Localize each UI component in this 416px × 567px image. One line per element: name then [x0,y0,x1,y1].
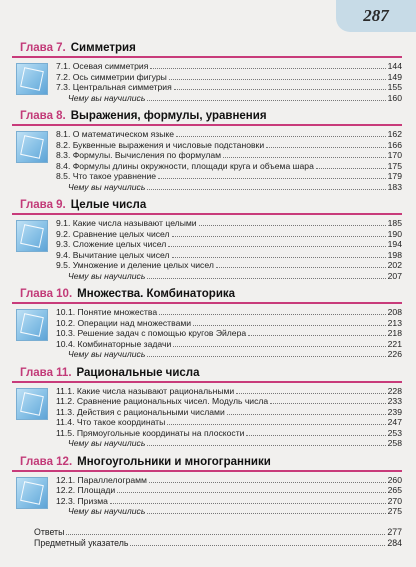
chapter-header [12,367,402,383]
dot-leader [246,435,385,436]
entry-title: 7.2. Ось симметрии фигуры [56,71,167,82]
entry-title: Чему вы научились [68,506,146,516]
entry-page-number: 155 [387,82,402,92]
entry-page-number: 226 [387,349,402,359]
chapter-summary-entry [56,271,402,282]
dot-leader [173,346,385,347]
chapter-summary-entry [56,506,402,517]
toc-entry [56,161,402,172]
entry-title: 10.1. Понятие множества [56,307,158,317]
chapter-illustration-icon [16,220,48,252]
entry-page-number: 253 [387,427,402,438]
toc-entry [56,150,402,161]
entry-title: 11.2. Сравнение рациональных чисел. Модуль числа [56,396,269,406]
entry-page-number: 144 [387,61,402,71]
entry-title: 9.5. Умножение и деление целых чисел [56,260,214,270]
chapter-body [12,61,402,103]
dot-leader [147,189,385,190]
entry-page-number: 179 [387,171,402,181]
dot-leader [168,246,385,247]
chapter-label: Глава 10. [20,288,73,300]
dot-leader [150,68,385,69]
entry-page-number: 208 [387,307,402,317]
chapter-title: Рациональные числа [76,366,200,379]
entry-page-number: 228 [387,385,402,396]
entry-page-number: 258 [387,438,402,448]
chapter-illustration-icon [16,63,48,95]
toc-entry [56,407,402,418]
toc-entry [56,140,402,151]
toc-entry [56,307,402,318]
chapter-list [12,42,402,517]
entry-page-number: 207 [387,270,402,281]
entry-page-number: 190 [387,228,402,239]
dot-leader [248,335,386,336]
page-number: 287 [363,6,389,25]
dot-leader [172,236,386,237]
dot-leader [193,325,386,326]
chapter-title: Выражения, формулы, уравнения [70,110,267,122]
chapter-summary-entry [56,349,402,360]
toc-entry [56,428,402,439]
dot-leader [147,100,385,101]
dot-leader [176,136,386,137]
entry-title: 12.3. Призма [56,495,108,506]
entry-page-number: 275 [387,506,402,516]
entry-title: Чему вы научились [68,270,146,281]
chapter-label: Глава 9. [20,199,66,211]
dot-leader [167,424,385,425]
chapter-body [12,386,402,449]
dot-leader [117,492,385,493]
entry-title: Ответы [34,526,65,537]
chapter-label: Глава 12. [20,455,73,468]
dot-leader [130,545,385,546]
dot-leader [147,513,385,514]
entry-page-number: 239 [387,406,402,417]
dot-leader [270,403,385,404]
dot-leader [147,356,385,357]
entry-title: 9.1. Какие числа называют целыми [56,218,197,228]
entry-title: 8.5. Что такое уравнение [56,171,157,181]
dot-leader [147,445,385,446]
entry-page-number: 166 [387,139,402,150]
entry-list [56,218,402,281]
entry-page-number: 277 [387,526,402,537]
entry-page-number: 202 [387,260,402,270]
chapter-header [12,456,402,472]
dot-leader [266,147,386,148]
toc-entry [56,417,402,428]
dot-leader [147,278,385,279]
entry-title: 8.2. Буквенные выражения и числовые подстановки [56,139,265,150]
entry-page-number: 247 [387,417,402,427]
dot-leader [316,168,386,169]
chapter-header [12,42,402,58]
dot-leader [169,79,386,80]
chapter-title: Симметрия [70,42,136,54]
entry-page-number: 198 [387,249,402,260]
entry-list [56,386,402,449]
chapter-body [12,307,402,360]
toc-entry [56,339,402,350]
entry-title: 12.1. Параллелограмм [56,474,147,485]
back-matter-entry [34,538,402,549]
entry-title: 8.3. Формулы. Вычисления по формулам [56,150,222,160]
chapter-section [12,456,402,517]
entry-title: 8.4. Формулы длины окружности, площади круга и объема шара [56,160,314,171]
chapter-title: Целые числа [70,199,147,211]
chapter-section [12,288,402,360]
dot-leader [227,414,386,415]
entry-title: Чему вы научились [68,349,146,359]
entry-title: 10.3. Решение задач с помощью кругов Эйлера [56,328,247,338]
dot-leader [172,257,386,258]
toc-entry [56,239,402,250]
toc-entry [56,171,402,182]
page-number-tab [336,0,416,32]
dot-leader [236,393,385,394]
toc-entry [56,129,402,140]
dot-leader [216,267,386,268]
back-matter [12,527,402,549]
entry-page-number: 284 [387,537,402,548]
entry-page-number: 218 [387,328,402,338]
entry-page-number: 233 [387,396,402,406]
entry-list [56,129,402,192]
toc-entry [56,260,402,271]
entry-title: 9.4. Вычитание целых чисел [56,249,170,260]
entry-page-number: 149 [387,71,402,82]
chapter-label: Глава 11. [20,366,72,379]
chapter-section [12,367,402,449]
entry-title: 9.2. Сравнение целых чисел [56,228,170,239]
chapter-summary-entry [56,182,402,193]
dot-leader [159,314,386,315]
chapter-illustration-icon [16,388,48,420]
chapter-header [12,199,402,215]
chapter-header [12,288,402,304]
chapter-illustration-icon [16,131,48,163]
entry-page-number: 221 [387,338,402,349]
entry-page-number: 170 [387,150,402,160]
toc-entry [56,250,402,261]
dot-leader [174,89,386,90]
toc-entry [56,386,402,397]
chapter-section [12,199,402,281]
entry-page-number: 260 [387,474,402,485]
entry-page-number: 194 [387,239,402,249]
entry-page-number: 213 [387,317,402,328]
entry-page-number: 185 [387,218,402,228]
toc-entry [56,328,402,339]
chapter-label: Глава 8. [20,110,66,122]
entry-title: Предметный указатель [34,537,129,548]
entry-page-number: 183 [387,181,402,192]
chapter-body [12,129,402,192]
entry-title: 11.1. Какие числа называют рациональными [56,385,235,396]
toc-entry [56,229,402,240]
entry-list [56,475,402,517]
entry-title: 10.2. Операции над множествами [56,317,192,328]
chapter-summary-entry [56,438,402,449]
toc-entry [56,318,402,329]
back-matter-entry [34,527,402,538]
toc-entry [56,218,402,229]
toc-entry [56,396,402,407]
dot-leader [199,225,386,226]
entry-page-number: 270 [387,495,402,506]
entry-page-number: 265 [387,485,402,495]
toc-entry [56,82,402,93]
toc-entry [56,61,402,72]
chapter-label: Глава 7. [20,42,66,54]
entry-title: 11.4. Что такое координаты [56,417,166,427]
toc-entry [56,485,402,496]
entry-title: 11.5. Прямоугольные координаты на плоскости [56,427,245,438]
entry-title: 7.3. Центральная симметрия [56,82,172,92]
dot-leader [66,534,385,535]
entry-title: 12.2. Площади [56,485,116,495]
chapter-header [12,110,402,126]
entry-title: 8.1. О математическом языке [56,129,175,139]
dot-leader [149,482,386,483]
chapter-body [12,475,402,517]
dot-leader [223,157,386,158]
entry-title: Чему вы научились [68,181,146,192]
entry-title: 9.3. Сложение целых чисел [56,239,167,249]
entry-title: 7.1. Осевая симметрия [56,61,149,71]
chapter-section [12,110,402,192]
dot-leader [110,503,386,504]
entry-title: Чему вы научились [68,438,146,448]
dot-leader [158,178,386,179]
toc-entry [56,475,402,486]
chapter-title: Множества. Комбинаторика [77,288,236,300]
entry-list [56,61,402,103]
entry-list [56,307,402,360]
table-of-contents [12,42,402,549]
entry-page-number: 160 [387,92,402,103]
chapter-body [12,218,402,281]
chapter-illustration-icon [16,309,48,341]
entry-page-number: 162 [387,129,402,139]
toc-entry [56,496,402,507]
chapter-section [12,42,402,103]
entry-title: 10.4. Комбинаторные задачи [56,338,172,349]
chapter-summary-entry [56,93,402,104]
toc-entry [56,72,402,83]
entry-title: Чему вы научились [68,92,146,103]
chapter-illustration-icon [16,477,48,509]
entry-page-number: 175 [387,160,402,171]
chapter-title: Многоугольники и многогранники [77,455,271,468]
entry-title: 11.3. Действия с рациональными числами [56,406,225,417]
